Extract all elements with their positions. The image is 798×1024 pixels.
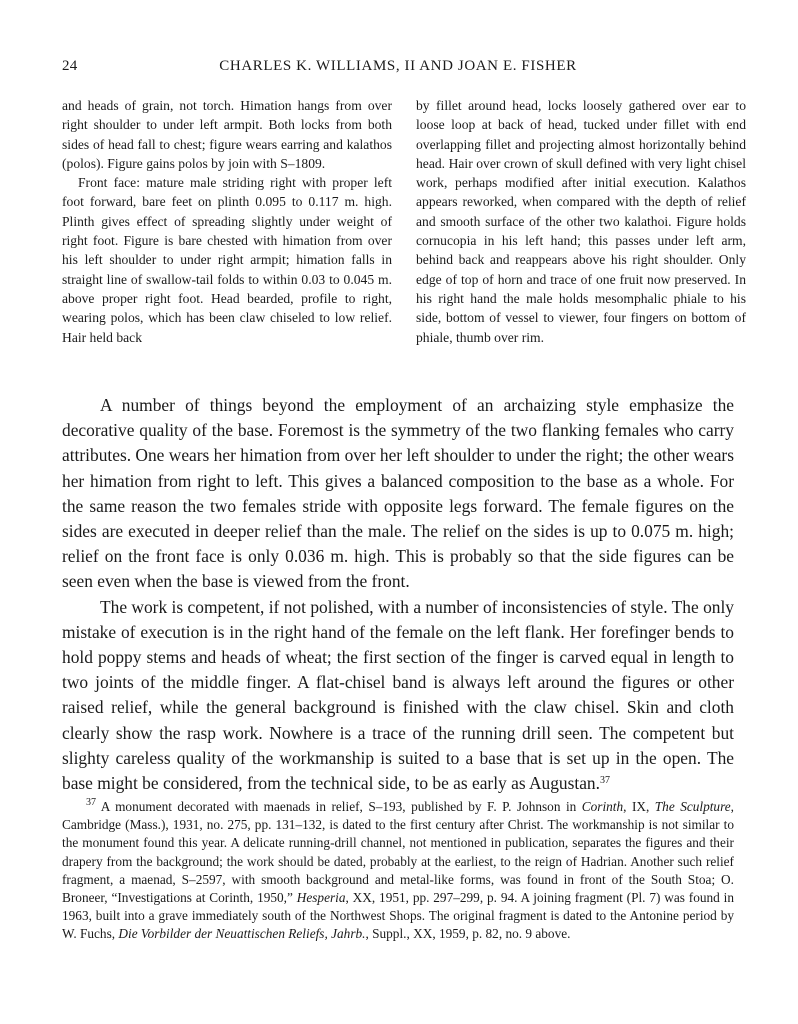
footnote-title: The Sculpture xyxy=(654,799,731,814)
right-column-paragraph: by fillet around head, locks loosely gathered over ear to loose loop at back of head, tucked under fillet with end overlapping fillet and projecting almost horizontally behind head. Hair over crown of skull defined with very light chisel work, perhaps modified after initial execution. Kalathos appears reworked, when compared with the depth of relief and smooth surface of the other two kalathoi. Figure holds cornucopia in his left hand; this passes under left arm, behind back and reappears above his right shoulder. Only edge of top of horn and trace of one fruit now preserved. In his right hand the male holds mesomphalic phiale to his side, bottom of vessel to viewer, four fingers on bottom of phiale, thumb over rim. xyxy=(416,98,746,345)
footnote-reference[interactable]: 37 xyxy=(599,775,610,787)
footnote-number: 37 xyxy=(86,797,96,808)
footnote-title: Die Vorbilder der Neuattischen Reliefs, Jahrb. xyxy=(118,926,366,942)
running-title: CHARLES K. WILLIAMS, II AND JOAN E. FISHER xyxy=(219,58,577,74)
footnote xyxy=(62,798,734,944)
running-head xyxy=(62,58,734,82)
footnote-text: , IX, xyxy=(623,799,650,814)
footnote-text: , Cambridge (Mass.), 1931, no. 275, pp. 131–132, is dated to the first century after Christ. The workmanship is not similar to the monument found this year. A delicate running-drill channel, not mentioned in publication, separates the figures and their drapery from the background; the work should be dated, probably at the earliest, to the reign of Hadrian. Another such relief fragment, a maenad, S–2597, with smooth background and metal-like forms, was found in front of the South Stoa; O. Broneer, “Investigations at Corinth, 1950,” xyxy=(62,799,734,906)
page-number: 24 xyxy=(62,58,78,74)
body-text xyxy=(62,393,734,796)
footnote-text: A monument decorated with maenads in relief, S–193, published by F. P. Johnson in xyxy=(100,799,577,814)
right-column xyxy=(416,96,746,347)
footnote-37 xyxy=(62,798,734,944)
body-paragraph-2 xyxy=(62,595,734,797)
left-column-paragraph-front-face: Front face: mature male striding right with proper left foot forward, bare feet on plinth 0.095 to 0.117 m. high. Plinth gives effect of spreading slightly under weight of right foot. Figure is bare chested with himation from over his left shoulder to under right armpit; himation falls in straight line of swallow-tail folds to within 0.03 to 0.045 m. above proper right foot. Head bearded, profile to right, wearing polos, which has been claw chiseled to low relief. Hair held back xyxy=(62,175,392,345)
left-column xyxy=(62,96,392,347)
footnote-text: , XX, 1951, pp. 297–299, p. 94. A joining fragment (Pl. 7) was found in 1963, built into a grave immediately south of the Northwest Shops. The original fragment is dated to the Antonine period by W. Fuchs, xyxy=(62,890,735,942)
left-column-paragraph: and heads of grain, not torch. Himation hangs from over right shoulder to under left armpit. Both locks from both sides of head fall to chest; figure wears earring and kalathos (polos). Figure gains polos by join with S–1809. xyxy=(62,98,392,171)
footnote-title: Corinth xyxy=(581,799,624,814)
body-paragraph-1: A number of things beyond the employment of an archaizing style emphasize the decorative quality of the base. Foremost is the symmetry of the two flanking females who carry attributes. One wears her himation from over her left shoulder to under the right; the other wears her himation from right to left. This gives a balanced composition to the base as a whole. For the same reason the two females stride with opposite legs forward. The female figures on the sides are executed in deeper relief than the male. The relief on the sides is up to 0.075 m. high; relief on the front face is only 0.036 m. high. This is probably so that the side figures can be seen even when the base is viewed from the front. xyxy=(62,395,734,592)
footnote-text: , Suppl., XX, 1959, p. 82, no. 9 above. xyxy=(365,926,571,942)
body-paragraph-2-text: The work is competent, if not polished, with a number of inconsistencies of style. The only mistake of execution is in the right hand of the female on the left flank. Her forefinger bends to hold poppy stems and heads of wheat; the first section of the finger is carved equal in length to two joints of the middle finger. A flat-chisel band is always left around the figures or other raised relief, while the general background is finished with the claw chisel. Skin and cloth clearly show the rasp work. Nowhere is a trace of the running drill seen. The competent but slighty careless quality of the workmanship is suited to a base that is set up in the open. The base might be considered, from the technical side, to be as early as Augustan. xyxy=(62,596,734,794)
footnote-journal: Hesperia xyxy=(296,890,346,906)
